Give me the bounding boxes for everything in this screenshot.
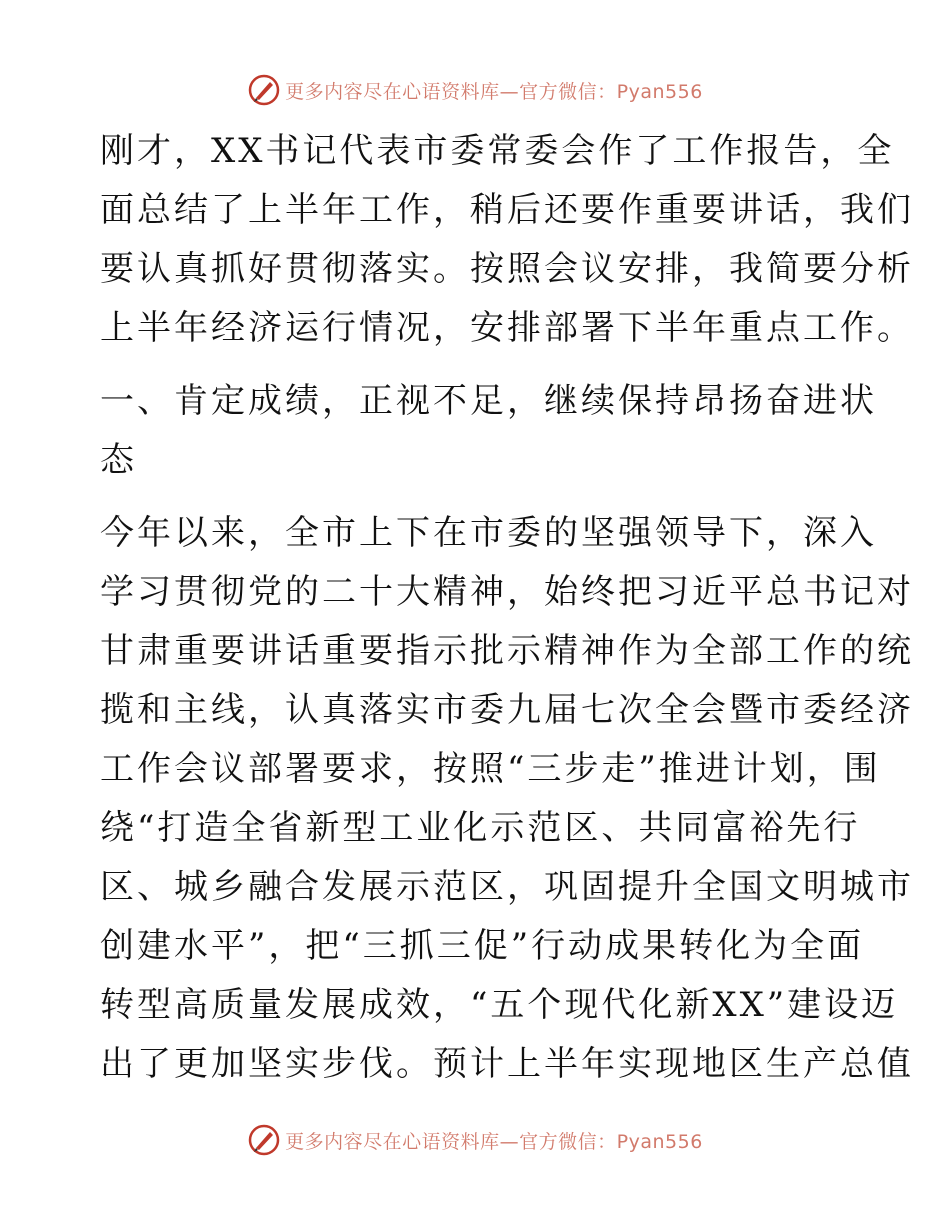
text-line: 学习贯彻党的二十大精神，始终把习近平总书记对 (100, 572, 914, 612)
text-line: 绕“打造全省新型工业化示范区、共同富裕先行 (100, 808, 861, 848)
text-line: 态 (100, 440, 137, 480)
text-line: 上半年经济运行情况，安排部署下半年重点工作。 (100, 308, 914, 348)
text-line: 转型高质量发展成效，“五个现代化新XX”建设迈 (100, 985, 899, 1025)
footer-watermark-text: 更多内容尽在心语资料库—官方微信：Pyan556 (285, 1130, 703, 1153)
quill-pen-logo-icon (247, 73, 281, 107)
text-line: 区、城乡融合发展示范区，巩固提升全国文明城市 (100, 867, 914, 907)
header-watermark (0, 70, 950, 110)
text-line: 一、肯定成绩，正视不足，继续保持昂扬奋进状 (100, 381, 877, 421)
header-watermark-text: 更多内容尽在心语资料库—官方微信：Pyan556 (285, 80, 703, 103)
text-line: 面总结了上半年工作，稍后还要作重要讲话，我们 (100, 190, 914, 230)
text-line: 刚才，XX书记代表市委常委会作了工作报告，全 (100, 131, 895, 171)
text-line: 要认真抓好贯彻落实。按照会议安排，我简要分析 (100, 249, 914, 289)
text-line: 甘肃重要讲话重要指示批示精神作为全部工作的统 (100, 631, 914, 671)
text-line: 今年以来，全市上下在市委的坚强领导下，深入 (100, 513, 877, 553)
text-line: 创建水平”，把“三抓三促”行动成果转化为全面 (100, 926, 865, 966)
text-line: 揽和主线，认真落实市委九届七次全会暨市委经济 (100, 690, 914, 730)
footer-watermark (0, 1120, 950, 1160)
quill-pen-logo-icon (247, 1123, 281, 1157)
text-line: 出了更加坚实步伐。预计上半年实现地区生产总值 (100, 1044, 914, 1084)
paragraph-body (100, 504, 914, 1094)
section-heading (100, 372, 877, 490)
paragraph-intro (100, 122, 914, 358)
text-line: 工作会议部署要求，按照“三步走”推进计划，围 (100, 749, 881, 789)
document-body (100, 122, 914, 1094)
